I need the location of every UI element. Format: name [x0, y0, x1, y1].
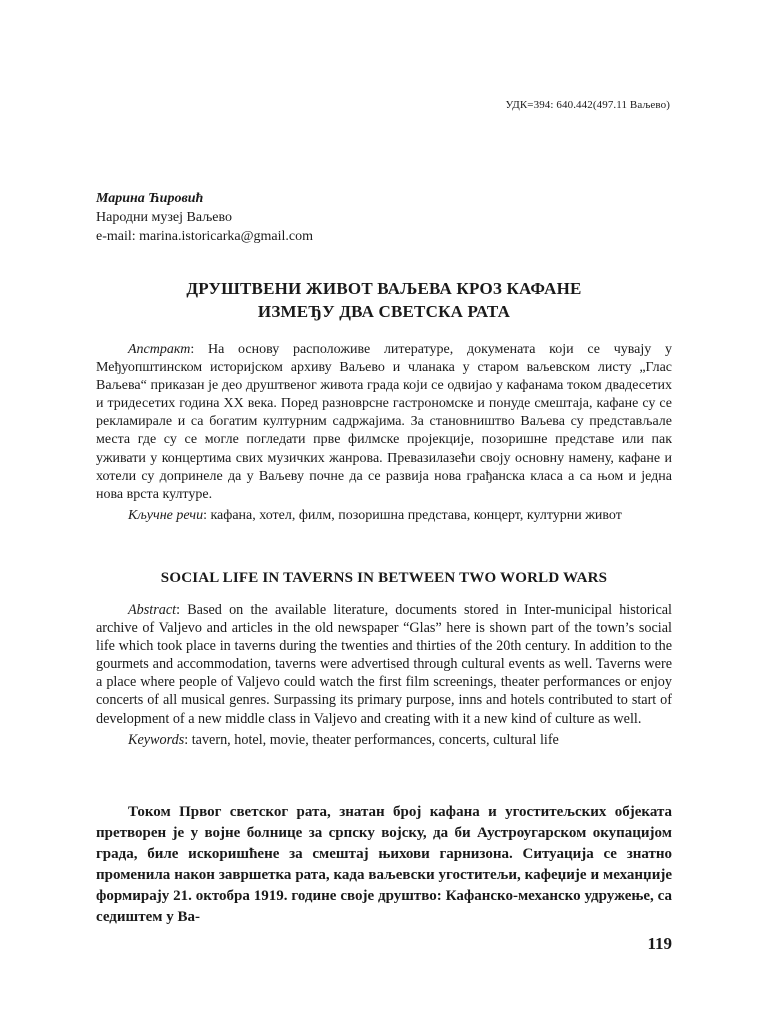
abstract-serbian-paragraph: [96, 341, 672, 504]
abstract-english: [96, 601, 672, 749]
body-text: [96, 802, 672, 928]
paper-title-line-1: ДРУШТВЕНИ ЖИВОТ ВАЉЕВА КРОЗ КАФАНЕ: [186, 279, 582, 298]
abstract-english-label: Abstract: [128, 602, 177, 618]
english-title: SOCIAL LIFE IN TAVERNS IN BETWEEN TWO WORLD WARS: [160, 570, 608, 586]
keywords-serbian-label: Кључне речи: [128, 507, 204, 523]
author-name: Марина Ћировић: [96, 191, 204, 206]
paper-title: [96, 277, 672, 323]
abstract-serbian-label: Апстракт: [128, 342, 191, 357]
author-institution: Народни музеј Ваљево: [96, 210, 232, 225]
keywords-english: [96, 731, 672, 749]
page-number: 119: [647, 934, 672, 953]
document-page: [96, 0, 672, 1024]
body-paragraph: Током Првог светског рата, знатан број кафана и угоститељских објеката претворен је у војне болнице за српску војску, да би Аустроугарском окупацијом града, биле искоришћене за смештај њихови гарнизона. Ситуација се знатно променила након завршетка рата, када ваљевски угоститељи, кафеџије и механџије формирају 21. октобра 1919. године своје друштво: Кафанско-механско удружење, са седиштем у Ва-: [96, 804, 672, 925]
keywords-serbian: [96, 507, 672, 525]
abstract-english-text: : Based on the available literature, documents stored in Inter-municipal historical archive of Valjevo and articles in the old newspaper “Glas” here is shown part of the town’s social life which took place in taverns during the twenties and thirties of the 20th century. In addition to the gourmets and accommodation, taverns were advertised through cultural events as well. Taverns were a place where people of Valjevo could watch the first film screenings, theater performances or enjoy concerts of all musical genres. Surpassing its primary purpose, inns and hotels contributed to start of development of a new middle class in Valjevo and creating with it a new kind of culture as well.: [96, 602, 672, 727]
keywords-english-text: : tavern, hotel, movie, theater performances, concerts, cultural life: [184, 731, 559, 748]
keywords-english-label: Keywords: [128, 731, 185, 748]
udk-classification: УДК=394: 640.442(497.11 Ваљево): [505, 99, 670, 111]
author-block: [96, 189, 313, 246]
abstract-serbian-text: : На основу расположиве литературе, докумената који се чувају у Међуопштинском историјском архиву Ваљево и чланака у старом ваљевском листу „Глас Ваљева“ приказан је део друштвеног живота града који се одвијао у кафанама током двадесетих и тридесетих година XX века. Поред разноврсне гастрономске и понуде смештаја, кафане су се рекламирале и са богатим културним садржајима. За становништво Ваљева су представљале места где су се могле погледати прве филмске пројекције, позоришне представе или пак уживати у концертима свих музичких жанрова. Превазилазећи своју основну намену, кафане и хотели су допринеле да у Ваљеву почне да се развија нова грађанска класа а са њом и једна нова врста културе.: [96, 342, 672, 502]
author-email: e-mail: marina.istoricarka@gmail.com: [96, 229, 313, 244]
keywords-serbian-text: : кафана, хотел, филм, позоришна представа, концерт, културни живот: [203, 507, 622, 523]
abstract-english-paragraph: [96, 601, 672, 728]
abstract-serbian: [96, 341, 672, 525]
paper-title-line-2: ИЗМЕЂУ ДВА СВЕТСКА РАТА: [257, 302, 511, 321]
